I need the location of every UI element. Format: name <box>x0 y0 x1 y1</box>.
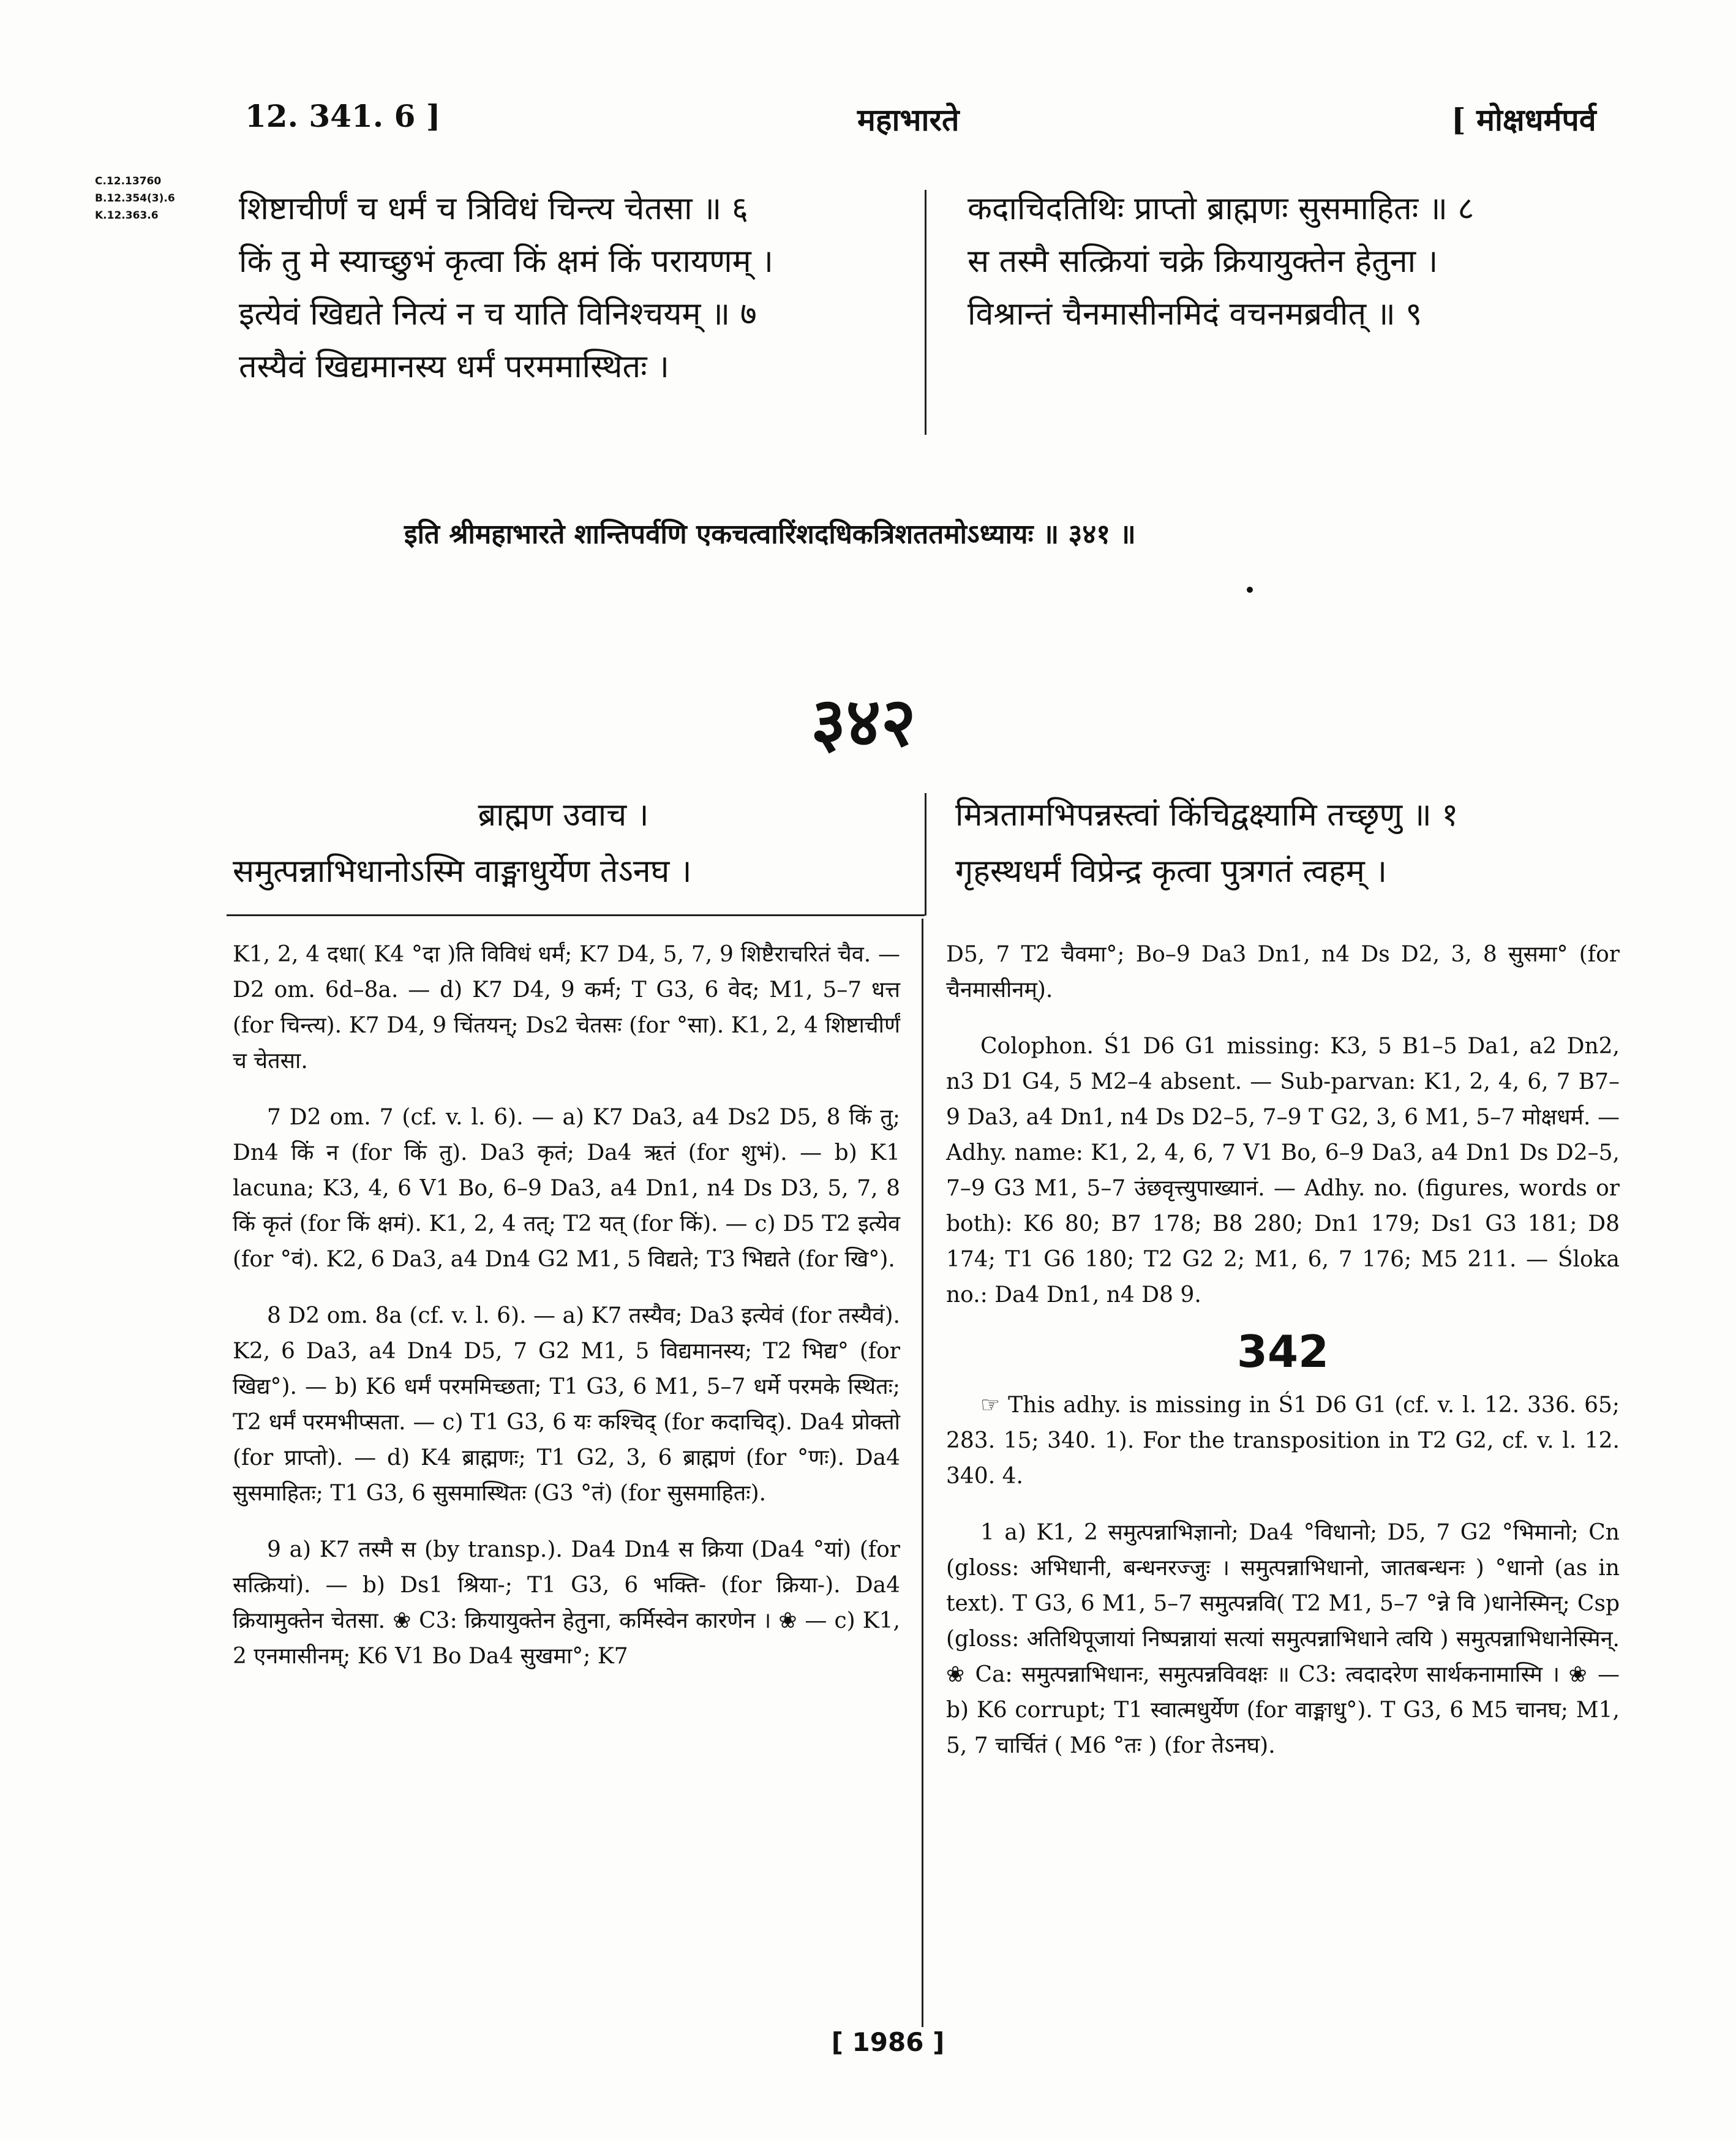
notes-left <box>233 937 900 1695</box>
sigla <box>95 173 175 224</box>
sigla-b: B.12.354(3).6 <box>95 192 175 205</box>
colophon: इति श्रीमहाभारते शान्तिपर्वणि एकचत्वारिंशदधिकत्रिशततमोऽध्यायः ॥ ३४१ ॥ <box>404 519 1136 550</box>
page-number: [ 1986 ] <box>831 2027 945 2057</box>
note-paragraph: D5, 7 T2 चैवमा°; Bo–9 Da3 Dn1, n4 Ds D2, 3, 8 सुसमा° (for चैनमासीनम्). <box>946 942 1620 1003</box>
verse-line: समुत्पन्नाभिधानोऽस्मि वाङ्माधुर्येण तेऽनघ । <box>233 853 692 890</box>
ornament-dot <box>1247 587 1253 593</box>
apparatus-column-divider <box>922 919 923 2027</box>
verse-line: कदाचिदतिथिः प्राप्तो ब्राह्मणः सुसमाहितः ॥ ८ <box>968 190 1475 227</box>
verse-line: इत्येवं खिद्यते नित्यं न च याति विनिश्चयम् ॥ ७ <box>239 296 757 333</box>
verse-line: मित्रतामभिपन्नस्त्वां किंचिद्वक्ष्यामि तच्छृणु ॥ १ <box>955 797 1459 833</box>
note-paragraph: 8 D2 om. 8a (cf. v. l. 6). — a) K7 तस्यैव; Da3 इत्येवं (for तस्यैवं). K2, 6 Da3, a4 Dn4 D5, 7 G2 M1, 5 विद्यमानस्य; T2 भिद्य° (for खिद्य°). — b) K6 धर्मं परममिच्छता; T1 G3, 6 M1, 5–7 धर्मे परमके स्थितः; T2 धर्मं परमभीप्सता. — c) T1 G3, 6 यः कश्चिद् (for कदाचिद्). Da4 प्रोक्तो (for प्राप्तो). — d) K4 ब्राह्मणः; T1 G2, 3, 6 ब्राह्मणं (for °णः). Da4 सुसमाहितः; T1 G3, 6 सुसमास्थितः (G3 °तं) (for सुसमाहितः). <box>233 1303 900 1506</box>
new-chapter-right <box>955 787 1458 900</box>
note-paragraph: Colophon. Ś1 D6 G1 missing: K3, 5 B1–5 Da1, a2 Dn2, n3 D1 G4, 5 M2–4 absent. — Sub-parvan: K1, 2, 4, 6, 7 B7–9 Da3, a4 Dn1, n4 Ds D2–5, 7–9 T G2, 3, 6 M1, 5–7 मोक्षधर्म. — Adhy. name: K1, 2, 4, 6, 7 V1 Bo, 6–9 Da3, a4 Dn1 Ds D2–5, 7–9 G3 M1, 5–7 उंछवृत्त्युपाख्यानं. — Adhy. no. (figures, words or both): K6 80; B7 178; B8 280; Dn1 179; Ds1 G3 181; D8 174; T1 G6 180; T2 G2 2; M1, 6, 7 176; M5 211. — Śloka no.: Da4 Dn1, n4 D8 9. <box>946 1034 1620 1308</box>
verse-line: स तस्मै सत्क्रियां चक्रे क्रियायुक्तेन हेतुना । <box>968 243 1438 280</box>
verse-line: शिष्टाचीर्णं च धर्मं च त्रिविधं चिन्त्य चेतसा ॥ ६ <box>239 190 748 227</box>
top-verses-right <box>968 182 1474 341</box>
verse-column-divider <box>925 793 926 916</box>
top-verses-left <box>239 182 773 393</box>
chapter-number: 342 <box>1236 1326 1329 1377</box>
chapter-heading: ३४२ <box>811 682 916 761</box>
top-column-divider <box>925 190 926 435</box>
verse-line: तस्यैवं खिद्यमानस्य धर्मं परममास्थितः । <box>239 348 669 385</box>
new-chapter-left <box>233 787 894 900</box>
note-paragraph: 9 a) K7 तस्मै स (by transp.). Da4 Dn4 स क्रिया (Da4 °यां) (for सत्क्रियां). — b) Ds1 श्रिया-; T1 G3, 6 भक्ति- (for क्रिया-). Da4 क्रियामुक्तेन चेतसा. ❀ C3: क्रियायुक्तेन हेतुना, कर्मिस्वेन कारणेन । ❀ — c) K1, 2 एनमासीनम्; K6 V1 Bo Da4 सुखमा°; K7 <box>233 1537 900 1669</box>
verse-line: किं तु मे स्याच्छुभं कृत्वा किं क्षमं किं परायणम् । <box>239 243 774 280</box>
speaker-line: ब्राह्मण उवाच । <box>478 797 649 833</box>
notes-right <box>946 937 1620 1785</box>
header-title: महाभारते <box>857 102 960 138</box>
header-ref: 12. 341. 6 ] <box>245 98 441 134</box>
header-parvan: [ मोक्षधर्मपर्व <box>1451 102 1596 138</box>
verse-line: गृहस्थधर्मं विप्रेन्द्र कृत्वा पुत्रगतं त्वहम् । <box>955 853 1388 890</box>
apparatus-rule <box>227 914 925 916</box>
note-paragraph: ☞ This adhy. is missing in Ś1 D6 G1 (cf. v. l. 12. 336. 65; 283. 15; 340. 1). For the transposition in T2 G2, cf. v. l. 12. 340. 4. <box>946 1393 1620 1489</box>
verse-line: विश्रान्तं चैनमासीनमिदं वचनमब्रवीत् ॥ ९ <box>968 296 1422 333</box>
sigla-k: K.12.363.6 <box>95 209 159 222</box>
note-paragraph: 7 D2 om. 7 (cf. v. l. 6). — a) K7 Da3, a4 Ds2 D5, 8 किं तु; Dn4 किं न (for किं तु). Da3 कृतं; Da4 ऋतं (for शुभं). — b) K1 lacuna; K3, 4, 6 V1 Bo, 6–9 Da3, a4 Dn1, n4 Ds D3, 5, 7, 8 किं कृतं (for किं क्षमं). K1, 2, 4 तत्; T2 यत् (for किं). — c) D5 T2 इत्येव (for °वं). K2, 6 Da3, a4 Dn4 G2 M1, 5 विद्यते; T3 भिद्यते (for खि°). <box>233 1105 900 1272</box>
note-paragraph: K1, 2, 4 दधा( K4 °दा )ति विविधं धर्मं; K7 D4, 5, 7, 9 शिष्टैराचरितं चैव. — D2 om. 6d–8a. — d) K7 D4, 9 कर्म; T G3, 6 वेद; M1, 5–7 धत्त (for चिन्त्य). K7 D4, 9 चिंतयन्; Ds2 चेतसः (for °सा). K1, 2, 4 शिष्टाचीर्णं च चेतसा. <box>233 942 900 1074</box>
note-paragraph: 1 a) K1, 2 समुत्पन्नाभिज्ञानो; Da4 °विधानो; D5, 7 G2 °भिमानो; Cn (gloss: अभिधानी, बन्धनरज्जुः । समुत्पन्नाभिधानो, जातबन्धनः ) °धानो (as in text). T G3, 6 M1, 5–7 समुत्पन्नवि( T2 M1, 5–7 °न्ने वि )धानेस्मिन्; Csp (gloss: अतिथिपूजायां निष्पन्नायां सत्यां समुत्पन्नाभिधाने त्वयि ) समुत्पन्नाभिधानेस्मिन्. ❀ Ca: समुत्पन्नाभिधानः, समुत्पन्नविवक्षः ॥ C3: त्वदादरेण सार्थकनामास्मि । ❀ — b) K6 corrupt; T1 स्वात्मधुर्येण (for वाङ्माधु°). T G3, 6 M5 चानघ; M1, 5, 7 चार्चितं ( M6 °तः ) (for तेऽनघ). <box>946 1520 1620 1758</box>
sigla-c: C.12.13760 <box>95 175 162 187</box>
